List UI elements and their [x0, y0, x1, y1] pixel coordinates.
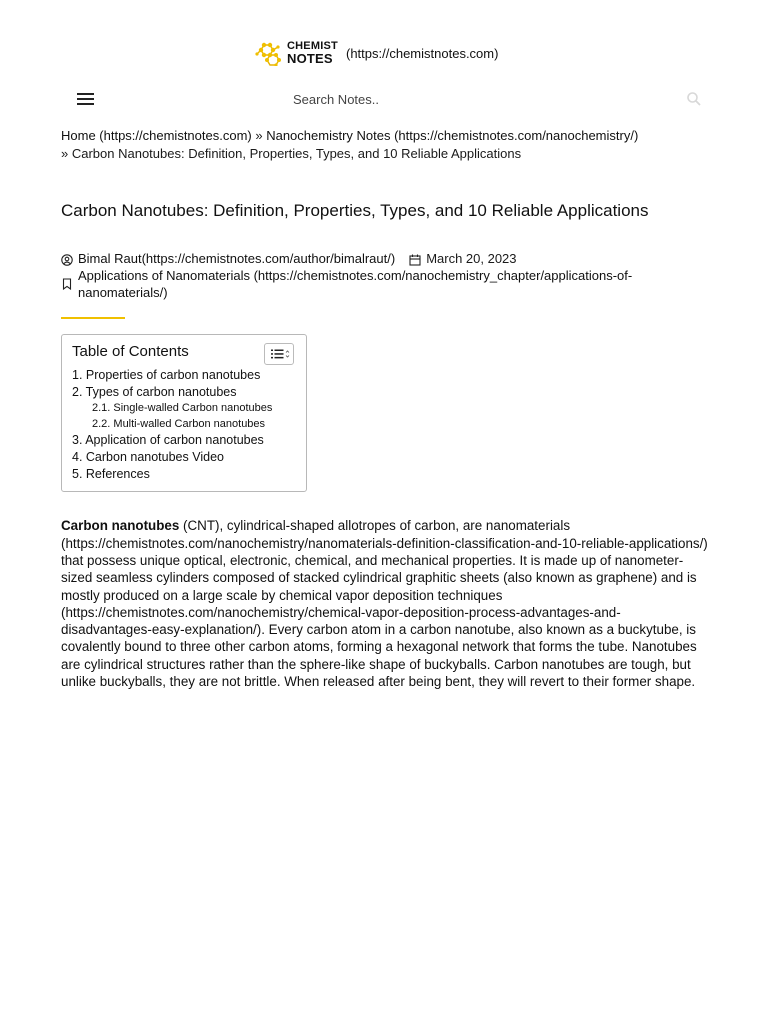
user-circle-icon — [61, 254, 73, 266]
nav-bar — [0, 86, 768, 112]
breadcrumb-separator: » — [61, 146, 72, 161]
intro-term: Carbon nanotubes — [61, 518, 180, 534]
calendar-icon — [409, 254, 421, 266]
list-icon — [265, 344, 293, 364]
logo-url-link[interactable]: (https://chemistnotes.com) — [346, 46, 499, 61]
toc-item[interactable]: 1. Properties of carbon nanotubes — [72, 368, 261, 382]
article-intro — [61, 517, 709, 690]
hamburger-menu-icon[interactable] — [77, 93, 94, 105]
toc-item[interactable]: 3. Application of carbon nanotubes — [72, 433, 264, 447]
search-icon[interactable] — [686, 91, 702, 107]
site-logo[interactable] — [255, 40, 338, 66]
toc-item[interactable]: 5. References — [72, 467, 150, 481]
breadcrumb-section[interactable]: Nanochemistry Notes (https://chemistnotes.com/nanochemistry/) — [266, 128, 639, 143]
toc-item[interactable]: 4. Carbon nanotubes Video — [72, 450, 224, 464]
post-date: March 20, 2023 — [426, 251, 517, 266]
breadcrumb-current: Carbon Nanotubes: Definition, Properties, Types, and 10 Reliable Applications — [71, 146, 522, 161]
molecule-logo-icon — [255, 40, 285, 66]
breadcrumb-separator: » — [251, 128, 267, 143]
breadcrumb — [61, 127, 711, 163]
bookmark-icon — [61, 278, 73, 290]
toc-subitem[interactable]: 2.2. Multi-walled Carbon nanotubes — [92, 417, 266, 430]
intro-text: (CNT), cylindrical-shaped allotropes of carbon, are nanomaterials (https://chemistnotes.com/nanochemistry/nanomaterials-definition-classification-and-10-reliable-applications/) that possess unique optical, electronic, chemical, and mechanical properties. It is made up of nanometer-sized seamless cylinders composed of stacked cylindrical graphitic sheets (also known as graphene) and is mostly produced on a large scale by chemical vapor deposition techniques (https://chemistnotes.com/nanochemistry/chemical-vapor-deposition-process-advantages-and-disadvantages-easy-explanation/). Every carbon atom in a carbon nanotube, also known as a buckytube, is covalently bound to three other carbon atoms, forming a hexagonal network that forms the tube. Nanotubes are cylindrical structures rather than the sphere-like shape of buckyballs. Carbon nanotubes are tough, but unlike buckyballs, they are not brittle. When released after being bent, they will revert to their former shape. — [61, 518, 708, 690]
page-title: Carbon Nanotubes: Definition, Properties, Types, and 10 Reliable Applications — [61, 201, 649, 220]
toc-subitem[interactable]: 2.1. Single-walled Carbon nanotubes — [92, 402, 273, 414]
breadcrumb-home[interactable]: Home (https://chemistnotes.com) — [61, 128, 252, 143]
accent-divider — [61, 317, 125, 319]
table-of-contents — [61, 334, 307, 492]
toc-item[interactable]: 2. Types of carbon nanotubes — [72, 385, 237, 399]
site-header — [0, 40, 768, 68]
toc-toggle-button[interactable] — [264, 343, 294, 365]
category-link[interactable]: Applications of Nanomaterials (https://chemistnotes.com/nanochemistry_chapter/applications-of-nanomaterials/) — [78, 268, 633, 300]
logo-line-2: NOTES — [287, 51, 333, 66]
logo-line-1: CHEMIST — [287, 40, 338, 52]
author-link[interactable]: Bimal Raut(https://chemistnotes.com/author/bimalraut/) — [78, 251, 396, 266]
toc-list — [72, 367, 272, 483]
post-meta — [61, 250, 711, 301]
search-input[interactable] — [288, 88, 678, 110]
toc-title: Table of Contents — [72, 343, 189, 360]
logo-wordmark — [287, 41, 338, 65]
